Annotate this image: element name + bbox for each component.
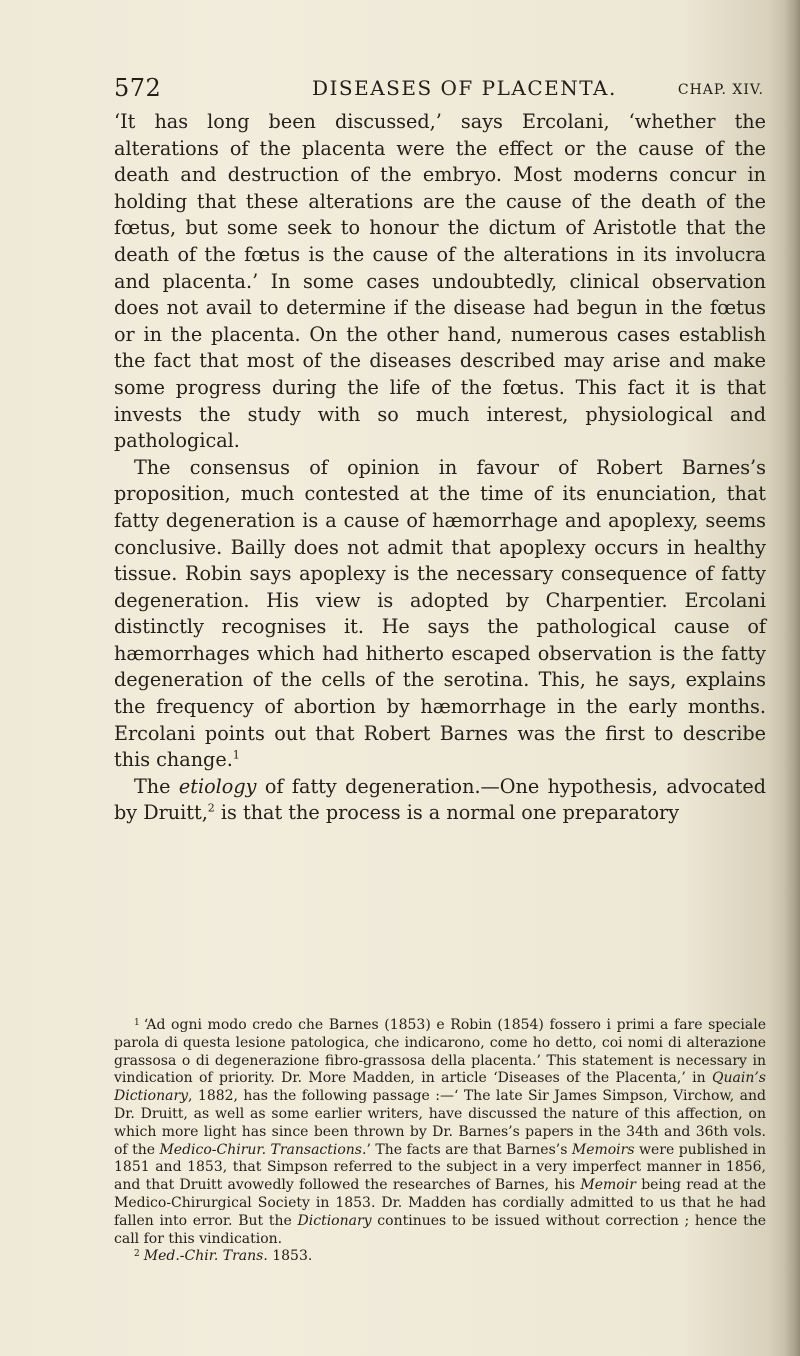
paragraph-2 <box>114 455 766 774</box>
footnote-1-italic-a: Quain’s Dictionary <box>114 1070 766 1105</box>
footnote-1-text-c: .’ The facts are that Barnes’s <box>362 1141 572 1158</box>
footnote-1-italic-b: Medico-Chirur. Transactions <box>159 1141 362 1158</box>
paragraph-2-text: The consensus of opinion in favour of Robert Barnes’s proposition, much contested at the time of its enunciation, that fatty degeneration is a cause of hæmorrhage and apoplexy, seems conclusive. Bailly does not admit that apoplexy occurs in healthy tissue. Robin says apoplexy is the necessary consequence of fatty degeneration. His view is adopted by Charpentier. Ercolani distinctly recognises it. He says the pathological cause of hæmorrhages which had hitherto escaped observation is the fatty degeneration of the cells of the serotina. This, he says, explains the frequency of abortion by hæmorrhage in the early months. Ercolani points out that Robert Barnes was the first to describe this change. <box>114 455 766 772</box>
footnote-2 <box>114 1248 766 1266</box>
footnote-1-text-d: were published in 1851 and 1853, that Simpson referred to the subject in a very imperfect manner in 1856, and that Druitt avowedly followed the researches of Barnes, his <box>114 1141 767 1194</box>
footnote-2-italic: Med.-Chir. Trans. <box>143 1248 268 1265</box>
page-number: 572 <box>114 74 162 102</box>
page-header <box>114 74 764 108</box>
paragraph-3-start: The <box>134 774 179 798</box>
running-head: DISEASES OF PLACENTA. <box>312 76 617 100</box>
chapter-label: CHAP. XIV. <box>677 82 764 98</box>
footnote-1-text-f: continues to be issued without correction ; hence the call for this vindication. <box>114 1212 766 1247</box>
footnote-1-marker: 1 <box>134 1018 140 1028</box>
footnote-2-text: 1853. <box>267 1248 313 1265</box>
footnote-1-italic-c: Memoirs <box>571 1141 635 1158</box>
footnote-1-text-e: being read at the Medico-Chirurgical Society in 1853. Dr. Madden has cordially admitted to us that he had fallen into error. But the <box>114 1177 766 1229</box>
footnote-1 <box>114 1017 766 1248</box>
paragraph-3 <box>114 774 766 827</box>
footnote-1-italic-d: Memoir <box>580 1177 636 1194</box>
paragraph-3-end: is that the process is a normal one preparatory <box>214 801 680 825</box>
footnote-1-italic-e: Dictionary <box>297 1212 372 1229</box>
page-edge-shadow <box>784 0 800 1356</box>
paragraph-1: ‘It has long been discussed,’ says Ercolani, ‘whether the alterations of the placenta were the effect or the cause of the death and destruction of the embryo. Most moderns concur in holding that these alterations are the cause of the death of the fœtus, but some seek to honour the dictum of Aristotle that the death of the fœtus is the cause of the alterations in its involucra and placenta.’ In some cases undoubtedly, clinical observation does not avail to determine if the disease had begun in the fœtus or in the placenta. On the other hand, numerous cases establish the fact that most of the diseases described may arise and make some progress during the life of the fœtus. This fact it is that invests the study with so much interest, physiological and pathological. <box>114 110 766 453</box>
footnotes <box>114 1017 766 1266</box>
footnote-1-text-a: ‘Ad ogni modo credo che Barnes (1853) e Robin (1854) fossero i primi a fare speciale parola di questa lesione patologica, che indicarono, come ho detto, coi nomi di alterazione grassosa o di degenerazione fibro-grassosa della placenta.’ This statement is necessary in vindication of priority. Dr. More Madden, in article ‘Diseases of the Placenta,’ in <box>114 1017 766 1087</box>
footnote-ref-1: 1 <box>232 748 240 762</box>
footnote-2-marker: 2 <box>134 1249 140 1260</box>
main-text <box>114 109 766 827</box>
paragraph-3-mid: of fatty degeneration.—One hypothesis, advocated by Druitt, <box>114 774 766 825</box>
footnote-1-text-b: , 1882, has the following passage :—‘ The late Sir James Simpson, Virchow, and Dr. Druitt, as well as some earlier writers, have discussed the nature of this affection, on which more light has since been thrown by Dr. Barnes’s papers in the 34th and 36th vols. of the <box>114 1088 766 1158</box>
paragraph-3-italic: etiology <box>178 774 257 798</box>
footnote-ref-2: 2 <box>207 802 215 816</box>
